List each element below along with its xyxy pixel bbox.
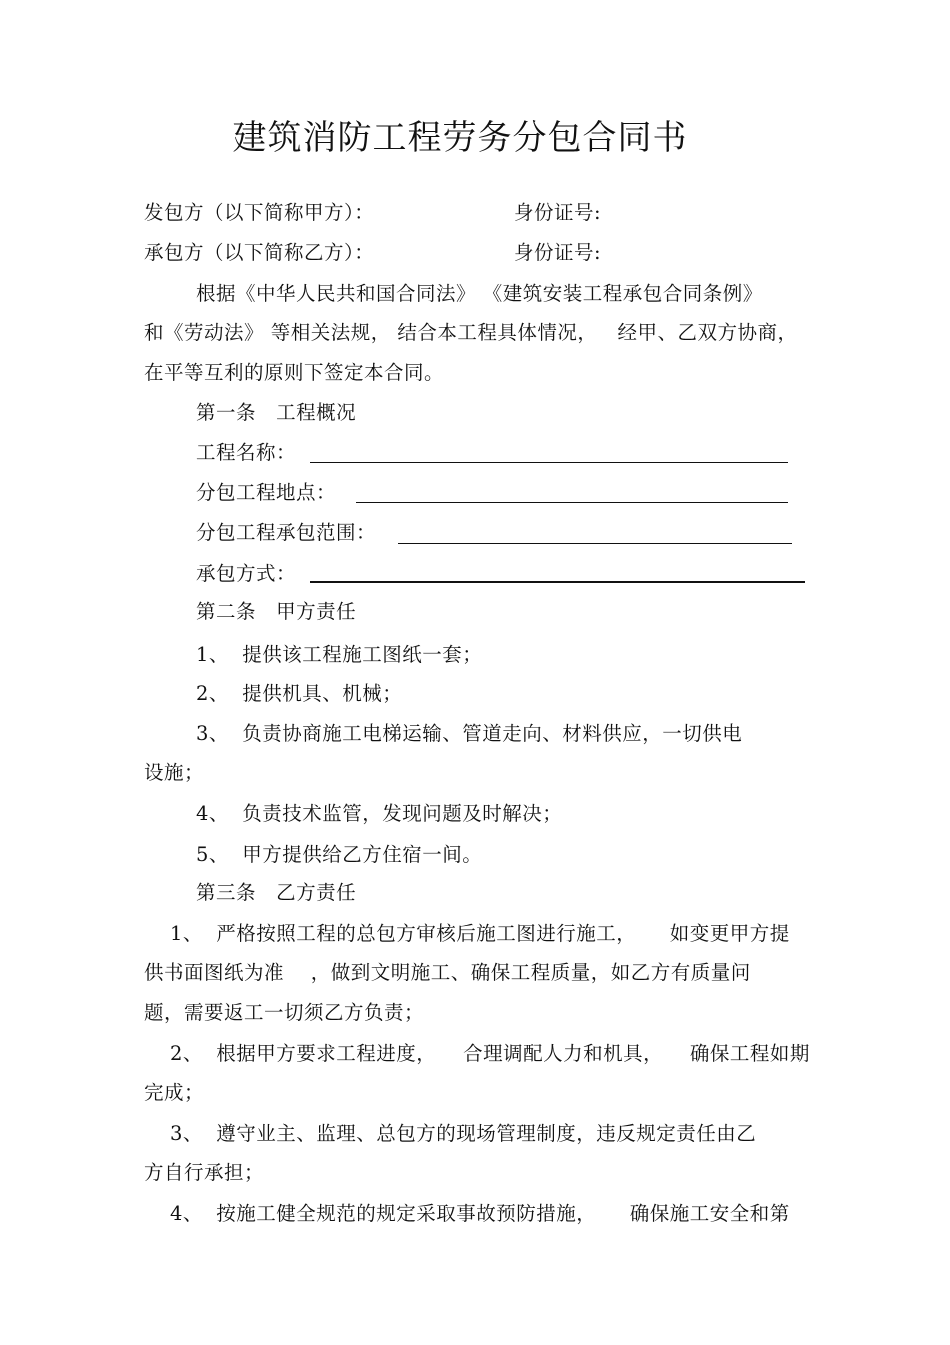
article3-heading: 第三条 乙方责任 (196, 881, 357, 904)
article3-item: 4、 按施工健全规范的规定采取事故预防措施， 确保施工安全和第 (170, 1202, 790, 1225)
article3-item-continued: 题，需要返工一切须乙方负责； (144, 1001, 425, 1024)
scope-underline (398, 543, 792, 544)
article2-item-continued: 设施； (144, 761, 205, 784)
party-a-label: 发包方（以下简称甲方）： (144, 201, 375, 224)
preamble-line: 根据《中华人民共和国合同法》 《建筑安装工程承包合同条例》 (196, 282, 763, 305)
contract-method-underline (310, 581, 805, 583)
article2-item: 3、 负责协商施工电梯运输、管道走向、材料供应，一切供电 (196, 722, 743, 745)
article3-item: 1、 严格按照工程的总包方审核后施工图进行施工， 如变更甲方提 (170, 922, 790, 945)
project-location-underline (356, 502, 788, 503)
article3-item-continued: 供书面图纸为准 ，做到文明施工、确保工程质量，如乙方有质量问 (144, 961, 751, 984)
party-a-id-label: 身份证号: (514, 201, 602, 224)
article2-heading: 第二条 甲方责任 (196, 600, 357, 623)
document-title: 建筑消防工程劳务分包合同书 (232, 118, 688, 158)
article3-item: 3、 遵守业主、监理、总包方的现场管理制度，违反规定责任由乙 (170, 1122, 757, 1145)
article2-item: 4、 负责技术监管，发现问题及时解决； (196, 802, 563, 825)
article3-item-continued: 方自行承担； (144, 1161, 265, 1184)
article3-item: 2、 根据甲方要求工程进度， 合理调配人力和机具， 确保工程如期 (170, 1042, 810, 1065)
field-label-project-name: 工程名称： (196, 441, 297, 464)
party-b-label: 承包方（以下简称乙方）： (144, 241, 375, 264)
article2-item: 5、 甲方提供给乙方住宿一间。 (196, 843, 483, 866)
project-name-underline (310, 462, 788, 463)
preamble-line: 在平等互利的原则下签定本合同。 (144, 361, 445, 384)
field-label-scope: 分包工程承包范围： (196, 521, 377, 544)
preamble-line: 和《劳动法》 等相关法规， 结合本工程具体情况， 经甲、乙双方协商， (144, 321, 798, 344)
party-b-id-label: 身份证号: (514, 241, 602, 264)
article2-item: 1、 提供该工程施工图纸一套； (196, 643, 483, 666)
article2-item: 2、 提供机具、机械； (196, 682, 403, 705)
field-label-project-location: 分包工程地点： (196, 481, 337, 504)
article3-item-continued: 完成； (144, 1081, 205, 1104)
field-label-contract-method: 承包方式： (196, 562, 297, 585)
article1-heading: 第一条 工程概况 (196, 401, 357, 424)
